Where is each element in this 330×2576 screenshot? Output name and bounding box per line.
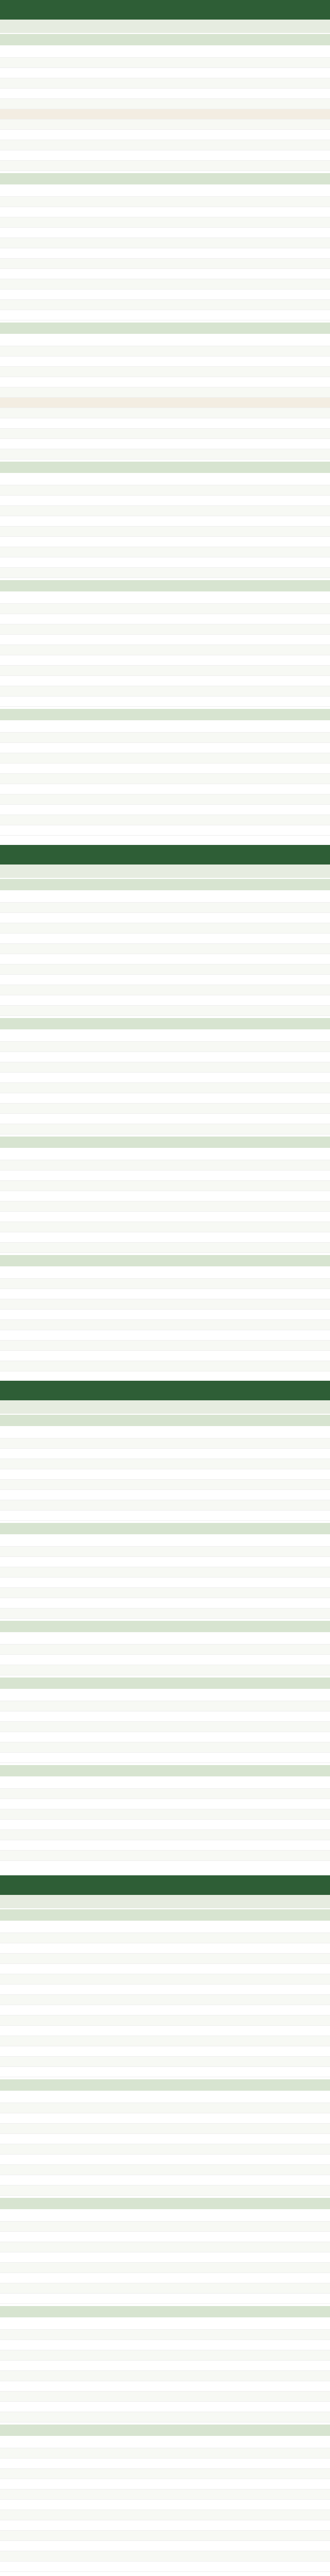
table-row — [0, 1985, 330, 1995]
table-row — [0, 1974, 330, 1985]
table-row — [0, 2015, 330, 2026]
table-row — [0, 506, 330, 516]
table-body — [0, 1691, 330, 1763]
table-row — [0, 1438, 330, 1449]
table-row — [0, 614, 330, 624]
table-row — [0, 2026, 330, 2036]
table-row — [0, 120, 330, 130]
table-row — [0, 1851, 330, 1861]
table-row — [0, 825, 330, 836]
table-row — [0, 1536, 330, 1547]
table-body — [0, 2211, 330, 2304]
table-body — [0, 1150, 330, 1253]
table-row — [0, 1062, 330, 1073]
table-row — [0, 336, 330, 346]
table-row — [0, 2330, 330, 2340]
table-row — [0, 197, 330, 207]
table-row — [0, 2531, 330, 2541]
table-row — [0, 2222, 330, 2232]
table-row — [0, 913, 330, 923]
table-row — [0, 594, 330, 604]
table-row — [0, 1691, 330, 1701]
table-row — [0, 439, 330, 449]
table-row — [0, 2392, 330, 2402]
table-row — [0, 1124, 330, 1134]
table-row — [0, 1923, 330, 1933]
table-row — [0, 2459, 330, 2469]
table-row — [0, 310, 330, 320]
table-row — [0, 516, 330, 527]
table-row — [0, 47, 330, 58]
table-row — [0, 2319, 330, 2330]
table-row — [0, 1361, 330, 1371]
table-row — [0, 1083, 330, 1093]
table-row — [0, 2273, 330, 2283]
table-row — [0, 2402, 330, 2412]
table-row — [0, 975, 330, 985]
table-row — [0, 2371, 330, 2381]
table-row — [0, 248, 330, 259]
district-band — [0, 1137, 330, 1148]
table-row — [0, 1809, 330, 1820]
table-row — [0, 1341, 330, 1351]
table-row — [0, 58, 330, 68]
table-row — [0, 964, 330, 975]
table-row — [0, 2103, 330, 2113]
table-row — [0, 1701, 330, 1711]
table-row — [0, 2134, 330, 2144]
table-row — [0, 1310, 330, 1320]
table-row — [0, 130, 330, 140]
district-band — [0, 1523, 330, 1534]
table-row — [0, 923, 330, 934]
table-row — [0, 1104, 330, 1114]
table-row — [0, 903, 330, 913]
table-row — [0, 2005, 330, 2015]
table-row — [0, 1799, 330, 1809]
district-band — [0, 2306, 330, 2317]
table-row — [0, 2448, 330, 2459]
table-row — [0, 68, 330, 78]
table-row — [0, 1222, 330, 1232]
table-row — [0, 985, 330, 995]
table-row — [0, 1469, 330, 1480]
table-row — [0, 1212, 330, 1222]
table-row — [0, 635, 330, 645]
table-row — [0, 784, 330, 794]
table-row — [0, 2294, 330, 2304]
table-row — [0, 2500, 330, 2510]
table-row — [0, 2469, 330, 2479]
table-row — [0, 676, 330, 686]
table-body — [0, 187, 330, 320]
table-row — [0, 1232, 330, 1243]
table-row — [0, 1753, 330, 1763]
table-body — [0, 47, 330, 171]
table-row — [0, 1330, 330, 1341]
table-row — [0, 1480, 330, 1490]
table-row — [0, 2093, 330, 2103]
table-row — [0, 892, 330, 903]
table-row — [0, 1722, 330, 1732]
table-row — [0, 1608, 330, 1619]
table-row — [0, 228, 330, 238]
table-row — [0, 377, 330, 387]
table-row — [0, 537, 330, 547]
table-row — [0, 2175, 330, 2185]
table-row — [0, 1160, 330, 1171]
table-row — [0, 89, 330, 99]
table-body — [0, 722, 330, 836]
table-row — [0, 485, 330, 496]
district-band — [0, 879, 330, 890]
table-row — [0, 1006, 330, 1016]
table-row — [0, 954, 330, 964]
district-band — [0, 1255, 330, 1266]
district-band — [0, 2079, 330, 2091]
table-row — [0, 557, 330, 568]
district-band — [0, 34, 330, 45]
table-row — [0, 686, 330, 697]
table-row — [0, 2340, 330, 2350]
table-row — [0, 944, 330, 954]
table-row — [0, 1943, 330, 1954]
table-row — [0, 1598, 330, 1608]
table-row — [0, 1557, 330, 1567]
district-band — [0, 1415, 330, 1426]
table-row — [0, 2046, 330, 2057]
table-row — [0, 2155, 330, 2165]
district-band — [0, 709, 330, 720]
table-row — [0, 2541, 330, 2551]
table-row — [0, 805, 330, 815]
table-body — [0, 1268, 330, 1371]
district-band — [0, 1909, 330, 1921]
table-row — [0, 1289, 330, 1299]
table-row — [0, 99, 330, 109]
table-row — [0, 1995, 330, 2005]
table-header — [0, 1400, 330, 1414]
table-row — [0, 1031, 330, 1042]
table-row — [0, 1711, 330, 1722]
table-row — [0, 387, 330, 398]
district-band — [0, 580, 330, 591]
table-row — [0, 475, 330, 485]
table-row — [0, 217, 330, 228]
table-row — [0, 290, 330, 300]
table-row — [0, 645, 330, 655]
table-row — [0, 1789, 330, 1799]
table-row — [0, 346, 330, 357]
table-row — [0, 357, 330, 367]
table-row — [0, 1500, 330, 1511]
table-row — [0, 2489, 330, 2500]
table-row — [0, 666, 330, 676]
table-row — [0, 1073, 330, 1083]
district-band — [0, 462, 330, 473]
table-row — [0, 1665, 330, 1675]
table-row — [0, 1778, 330, 1789]
table-body — [0, 336, 330, 460]
table-row — [0, 1449, 330, 1459]
section-band — [0, 1875, 330, 1895]
table-row — [0, 1742, 330, 1753]
table-row — [0, 1547, 330, 1557]
table-row — [0, 1732, 330, 1742]
table-body — [0, 1536, 330, 1619]
table-body — [0, 1428, 330, 1521]
table-row — [0, 527, 330, 537]
table-body — [0, 1923, 330, 2077]
table-row — [0, 2551, 330, 2562]
table-body — [0, 892, 330, 1016]
table-row — [0, 1052, 330, 1062]
table-row — [0, 2479, 330, 2489]
table-row — [0, 1840, 330, 1851]
table-row — [0, 2242, 330, 2252]
table-row — [0, 1114, 330, 1124]
district-band — [0, 2198, 330, 2209]
table-row — [0, 449, 330, 460]
table-row — [0, 1243, 330, 1253]
table-row — [0, 1042, 330, 1052]
table-row — [0, 279, 330, 290]
table-row — [0, 259, 330, 269]
table-row — [0, 1578, 330, 1588]
table-row — [0, 161, 330, 171]
table-row — [0, 207, 330, 217]
table-row — [0, 2361, 330, 2371]
table-row — [0, 150, 330, 161]
table-body — [0, 1031, 330, 1134]
table-row — [0, 429, 330, 439]
table-row — [0, 1320, 330, 1330]
table-body — [0, 2438, 330, 2572]
table-row — [0, 496, 330, 506]
table-row — [0, 2185, 330, 2196]
table-row — [0, 1645, 330, 1655]
table-row — [0, 1567, 330, 1578]
table-row — [0, 2412, 330, 2422]
table-row — [0, 697, 330, 707]
table-row — [0, 547, 330, 557]
table-row — [0, 1830, 330, 1840]
table-row — [0, 2232, 330, 2242]
table-body — [0, 2319, 330, 2422]
section-band — [0, 1381, 330, 1400]
table-row — [0, 1490, 330, 1500]
table-row — [0, 398, 330, 408]
table-row — [0, 753, 330, 764]
table-row — [0, 815, 330, 825]
table-row — [0, 604, 330, 614]
district-band — [0, 2425, 330, 2436]
table-header — [0, 1895, 330, 1908]
table-row — [0, 1588, 330, 1598]
table-row — [0, 1150, 330, 1160]
section-band — [0, 0, 330, 20]
table-row — [0, 78, 330, 89]
table-row — [0, 624, 330, 635]
table-row — [0, 1268, 330, 1279]
table-row — [0, 1171, 330, 1181]
table-body — [0, 1634, 330, 1675]
table-row — [0, 733, 330, 743]
table-header — [0, 20, 330, 33]
table-row — [0, 2165, 330, 2175]
table-row — [0, 1634, 330, 1645]
table-row — [0, 1511, 330, 1521]
table-row — [0, 300, 330, 310]
table-row — [0, 367, 330, 377]
table-row — [0, 2067, 330, 2077]
table-row — [0, 2283, 330, 2294]
table-row — [0, 140, 330, 150]
table-header — [0, 865, 330, 878]
table-row — [0, 1655, 330, 1665]
table-row — [0, 2562, 330, 2572]
table-row — [0, 1181, 330, 1191]
table-row — [0, 2520, 330, 2531]
table-row — [0, 1954, 330, 1964]
table-row — [0, 418, 330, 429]
district-band — [0, 1621, 330, 1632]
table-row — [0, 1428, 330, 1438]
table-row — [0, 1279, 330, 1289]
table-row — [0, 722, 330, 733]
table-row — [0, 1093, 330, 1104]
table-row — [0, 408, 330, 418]
table-row — [0, 1933, 330, 1943]
table-row — [0, 1964, 330, 1974]
table-row — [0, 2036, 330, 2046]
table-row — [0, 655, 330, 666]
district-band — [0, 173, 330, 184]
table-row — [0, 2144, 330, 2155]
table-body — [0, 1778, 330, 1861]
table-row — [0, 794, 330, 805]
table-row — [0, 1820, 330, 1830]
section-band — [0, 845, 330, 865]
table-row — [0, 238, 330, 248]
district-band — [0, 1018, 330, 1029]
table-row — [0, 2381, 330, 2392]
table-body — [0, 475, 330, 578]
table-row — [0, 2510, 330, 2520]
table-row — [0, 1459, 330, 1469]
district-band — [0, 1765, 330, 1776]
table-row — [0, 2211, 330, 2222]
district-band — [0, 1677, 330, 1689]
table-row — [0, 743, 330, 753]
table-row — [0, 1299, 330, 1310]
table-row — [0, 2252, 330, 2263]
table-row — [0, 995, 330, 1006]
table-row — [0, 774, 330, 784]
table-row — [0, 2113, 330, 2124]
table-row — [0, 934, 330, 944]
table-row — [0, 1351, 330, 1361]
table-row — [0, 568, 330, 578]
table-body — [0, 594, 330, 707]
table-row — [0, 109, 330, 120]
table-row — [0, 1191, 330, 1201]
table-row — [0, 2263, 330, 2273]
table-row — [0, 269, 330, 279]
table-row — [0, 187, 330, 197]
district-band — [0, 323, 330, 334]
table-row — [0, 2124, 330, 2134]
table-row — [0, 764, 330, 774]
table-row — [0, 2057, 330, 2067]
table-row — [0, 1201, 330, 1212]
table-body — [0, 2093, 330, 2196]
table-row — [0, 2350, 330, 2361]
table-row — [0, 2438, 330, 2448]
